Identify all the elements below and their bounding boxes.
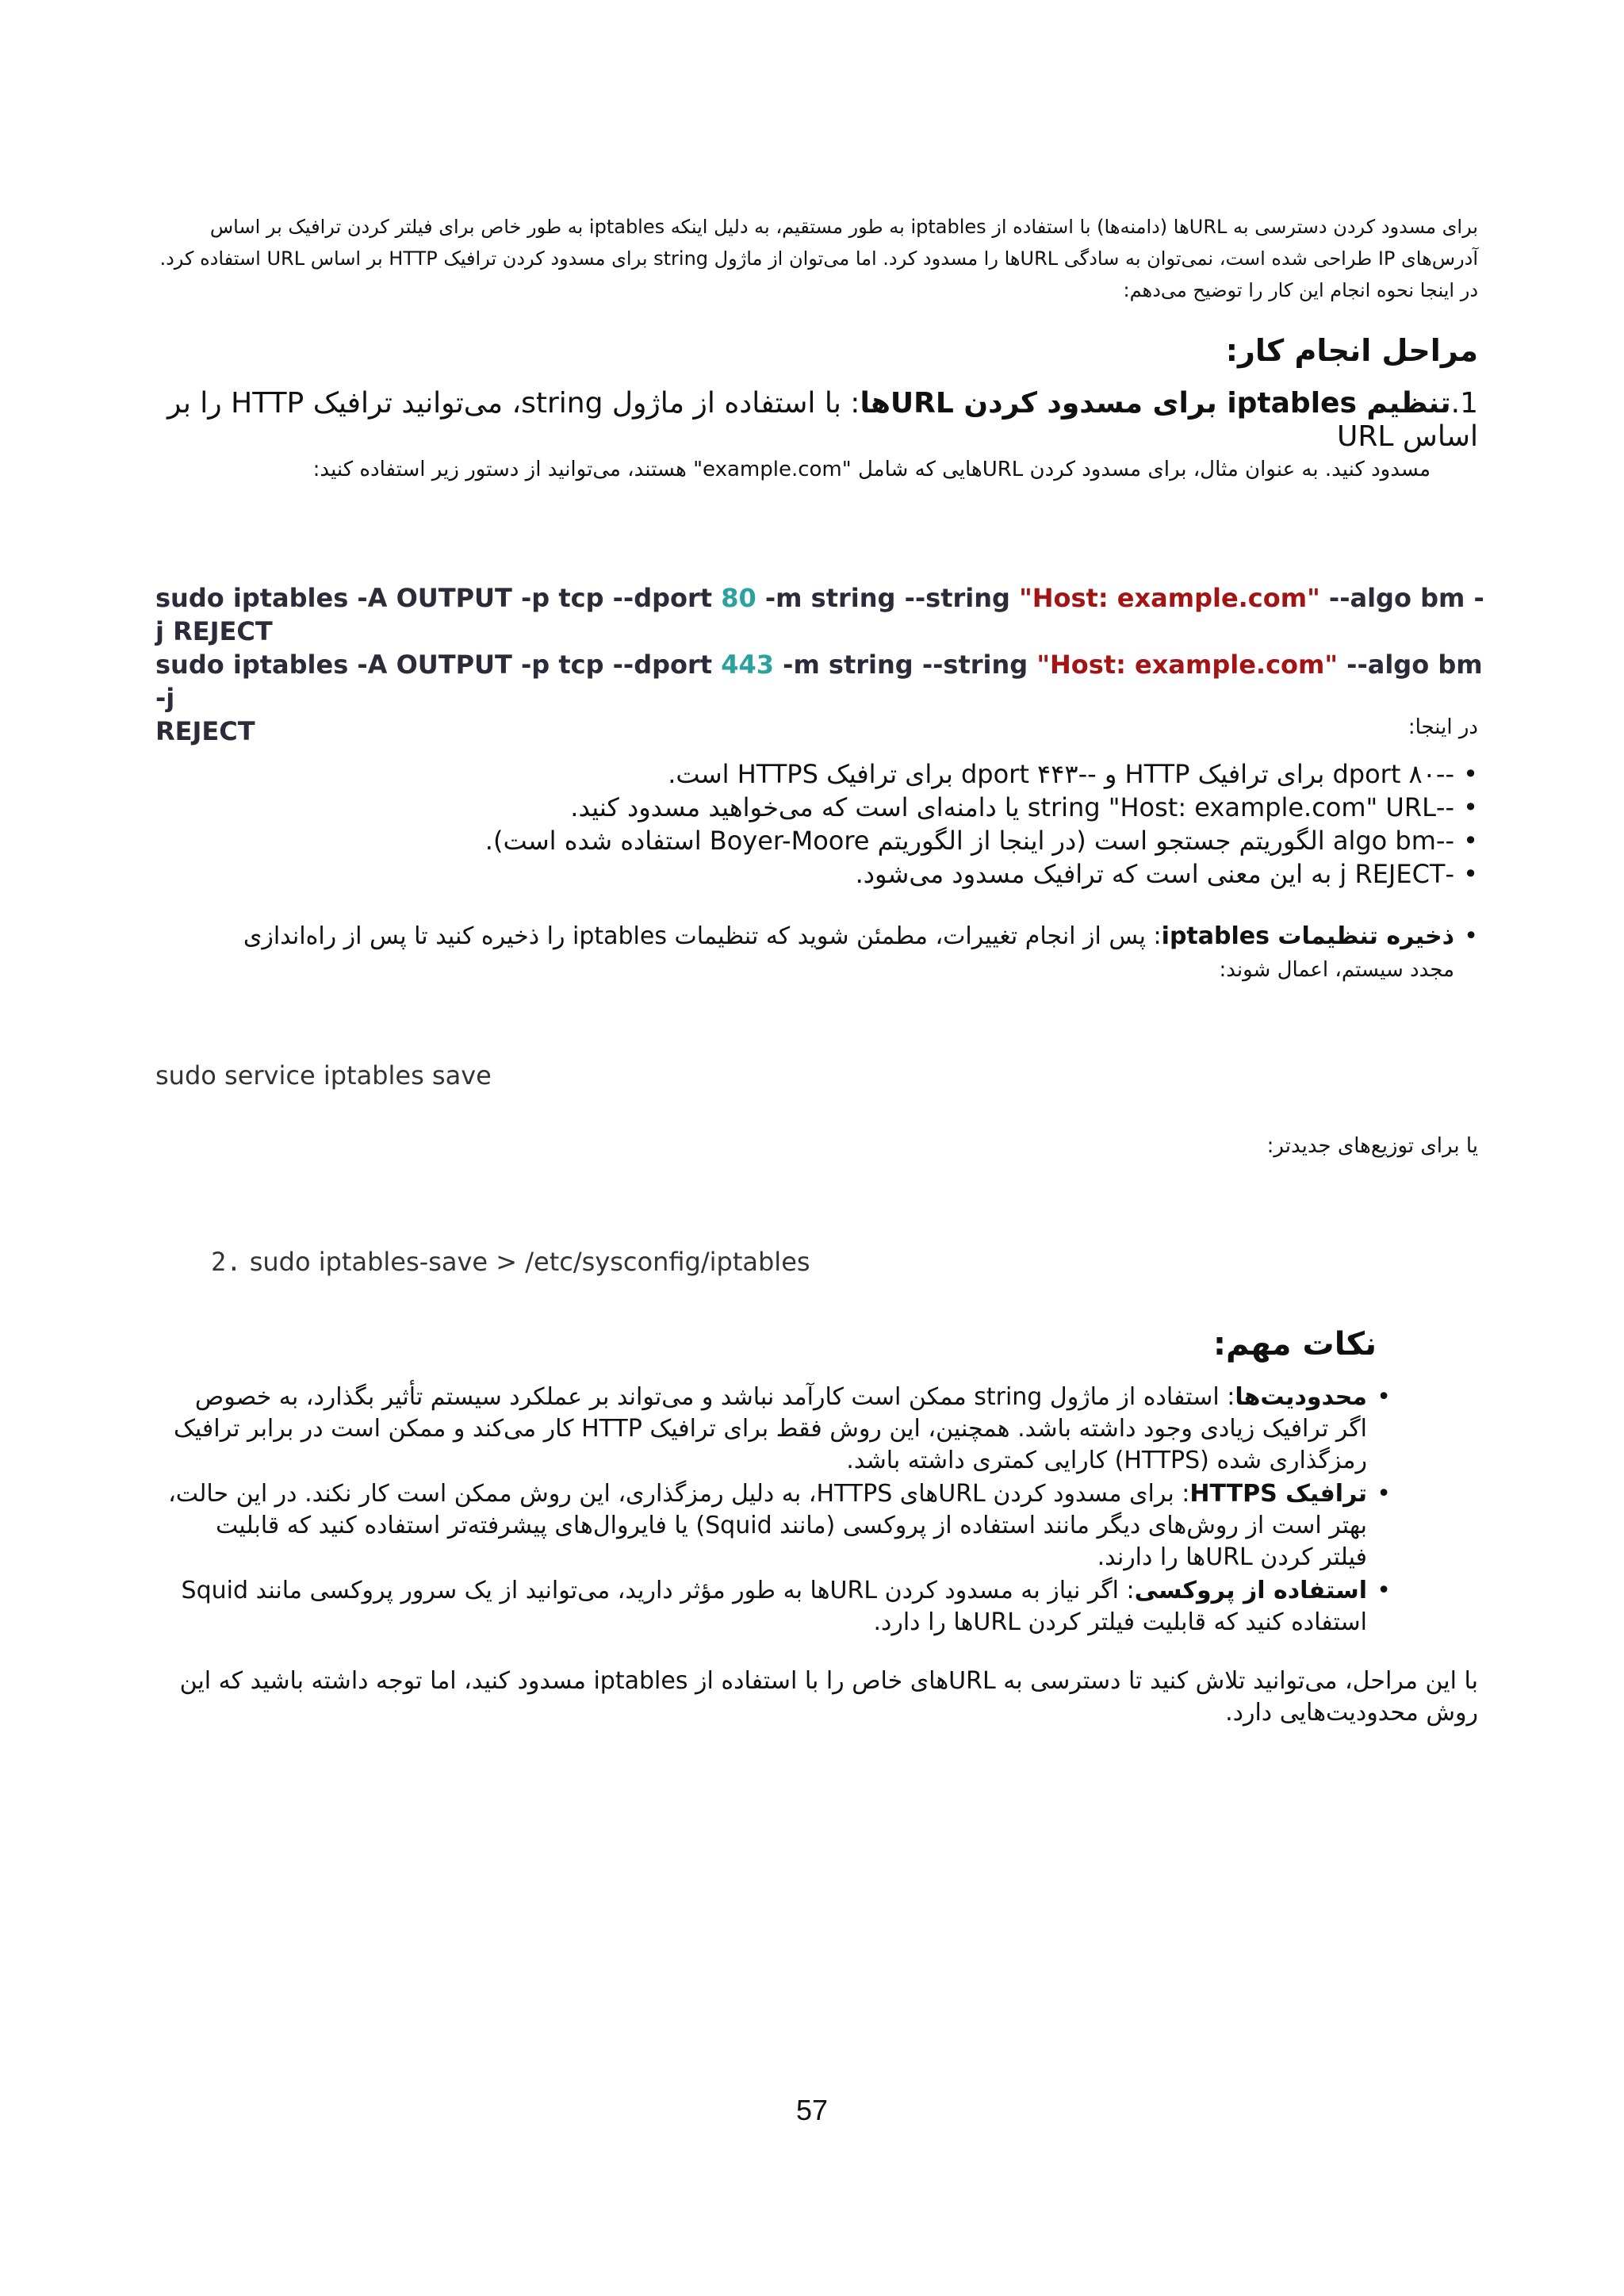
step-1-title: تنظیم iptables برای مسدود کردن URLها bbox=[860, 387, 1451, 420]
save-settings-title: ذخیره تنظیمات iptables bbox=[1161, 922, 1454, 950]
port-443: 443 bbox=[721, 650, 775, 680]
host-string-1: "Host: example.com" bbox=[1019, 583, 1320, 613]
save-settings-continuation: مجدد سیستم، اعمال شوند: bbox=[1219, 958, 1454, 982]
page-number: 57 bbox=[795, 2094, 829, 2126]
list-item: • -j REJECT به این معنی است که ترافیک مسدود می‌شود. bbox=[855, 859, 1478, 889]
step-1 bbox=[163, 387, 1478, 485]
host-string-2: "Host: example.com" bbox=[1036, 650, 1339, 680]
command-2-text: sudo iptables-save > /etc/sysconfig/iptables bbox=[249, 1247, 810, 1277]
step-1-line: : با استفاده از ماژول string، می‌توانید ترافیک HTTP را بر اساس URL bbox=[167, 387, 1478, 453]
list-item: • --algo bm الگوریتم جستجو است (در اینجا از الگوریتم Boyer-Moore استفاده شده است). bbox=[485, 826, 1478, 856]
note-item: • ترافیک HTTPS: برای مسدود کردن URLهای HTTPS، به دلیل رمزگذاری، این روش ممکن است کار نکند. در این حالت، بهتر است از روش‌های دیگر مانند استفاده از پروکسی (مانند Squid) یا فایروال‌های پیشرفته‌تر استفاده کنید که قابلیت فیلتر کردن URLها را دارند. bbox=[168, 1480, 1391, 1571]
note-item: • استفاده از پروکسی: اگر نیاز به مسدود کردن URLها به طور مؤثر دارید، می‌توانید از یک سرور پروکسی مانند Squid استفاده کنید که قابلیت فیلتر کردن URLها را دارد. bbox=[181, 1577, 1391, 1636]
save-settings-line: : پس از انجام تغییرات، مطمئن شوید که تنظیمات iptables را ذخیره کنید تا پس از راه‌اندازی bbox=[243, 922, 1162, 950]
conclusion-paragraph: با این مراحل، می‌توانید تلاش کنید تا دسترسی به URLهای خاص را با استفاده از iptables مسدود کنید، اما توجه داشته باشید که این روش محدودیت‌هایی دارد. bbox=[179, 1667, 1478, 1727]
list-item: • --dport ۸۰ برای ترافیک HTTP و --dport ۴۴۳ برای ترافیک HTTPS است. bbox=[668, 759, 1478, 789]
newer-distros-label: یا برای توزیع‌های جدیدتر: bbox=[1266, 1134, 1478, 1158]
notes-list bbox=[163, 1382, 1391, 1640]
step-1-number: 1. bbox=[1450, 387, 1478, 420]
here-label: در اینجا: bbox=[1408, 715, 1478, 739]
save-settings-item: • ذخیره تنظیمات iptables: پس از انجام تغییرات، مطمئن شوید که تنظیمات iptables را ذخیره کنید تا پس از راه‌اندازی مجدد سیستم، اعمال شوند: bbox=[190, 920, 1478, 987]
command-2-number: 2. bbox=[211, 1247, 242, 1277]
code-block-iptables bbox=[155, 581, 1489, 748]
code-line-3: REJECT bbox=[155, 716, 255, 746]
note-item: • محدودیت‌ها: استفاده از ماژول string ممکن است کارآمد نباشد و می‌تواند بر عملکرد سیستم تأثیر بگذارد، به خصوص اگر ترافیک زیادی وجود داشته باشد. همچنین، این روش فقط برای ترافیک HTTP کار می‌کند و ممکن است در برابر ترافیک رمزگذاری شده (HTTPS) کارایی کمتری داشته باشد. bbox=[174, 1383, 1391, 1474]
step-1-continuation: مسدود کنید. به عنوان مثال، برای مسدود کردن URLهایی که شامل "example.com" هستند، می‌توانید از دستور زیر استفاده کنید: bbox=[312, 458, 1431, 481]
intro-paragraph: برای مسدود کردن دسترسی به URLها (دامنه‌ها) با استفاده از iptables به طور مستقیم، به دلیل اینکه iptables به طور خاص برای فیلتر کردن ترافیک بر اساس آدرس‌های IP طراحی شده است، نمی‌توان به سادگی URLها را مسدود کرد. اما می‌توان از ماژول string برای مسدود کردن ترافیک HTTP بر اساس URL استفاده کرد. در اینجا نحوه انجام این کار را توضیح می‌دهم: bbox=[159, 216, 1478, 301]
options-list bbox=[190, 757, 1478, 891]
code-line-2: sudo iptables -A OUTPUT -p tcp --dport 443 -m string --string "Host: example.com" --algo bm -j bbox=[155, 650, 1483, 713]
steps-heading: مراحل انجام کار: bbox=[1225, 333, 1478, 368]
save-command-2 bbox=[211, 1247, 810, 1277]
code-line-1: sudo iptables -A OUTPUT -p tcp --dport 80 -m string --string "Host: example.com" --algo bm -j REJECT bbox=[155, 583, 1484, 646]
save-command: sudo service iptables save bbox=[155, 1060, 492, 1091]
notes-heading: نکات مهم: bbox=[1213, 1326, 1377, 1363]
port-80: 80 bbox=[721, 583, 756, 613]
list-item: • --string "Host: example.com" URL یا دامنه‌ای است که می‌خواهید مسدود کنید. bbox=[570, 792, 1478, 822]
